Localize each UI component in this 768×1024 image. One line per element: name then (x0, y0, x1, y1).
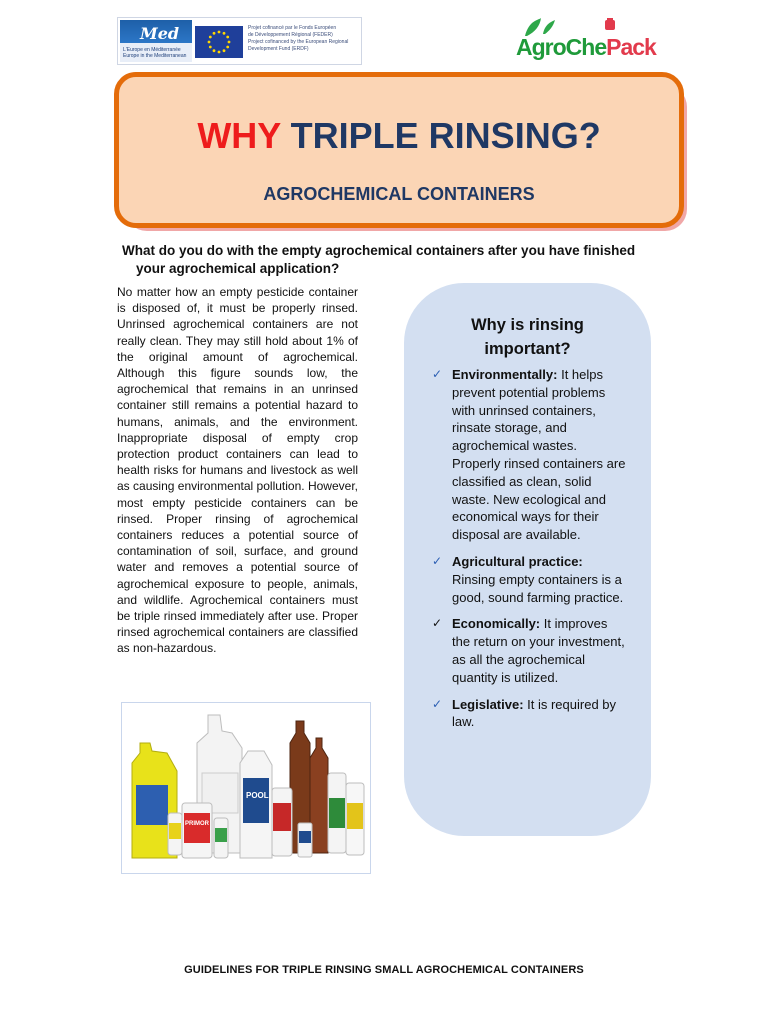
pool-label: POOL (246, 791, 269, 800)
page-title (119, 115, 679, 157)
panel-title: Why is rinsing important? (471, 316, 584, 358)
agrochemical-containers-photo (121, 702, 371, 874)
page-subtitle: AGROCHEMICAL CONTAINERS (263, 184, 535, 204)
checkmark-icon: ✓ (432, 553, 443, 568)
list-item: ✓ Legislative: It is required by law. (432, 696, 617, 730)
med-program-logo (117, 17, 362, 65)
list-item: ✓ Economically: It improves the return on your investment, as all the agrochemical quantity is utilized. (432, 616, 625, 685)
agrochepack-wordmark: AgroChePack (516, 34, 656, 60)
med-logo-tagline: L'Europe en Méditerranée Europe in the Mediterranean (123, 47, 187, 59)
checkmark-icon: ✓ (432, 696, 443, 711)
med-logo-block (120, 20, 192, 62)
body-paragraph: No matter how an empty pesticide container is disposed of, it must be properly rinsed. Unrinsed agrochemical containers are not really clean. They may still hold about 1% of the original amount of agrochemical. Although this figure sounds low, the agrochemical that remains in an unrinsed container still remains a potential hazard to humans, animals, and the environment. Inappropriate disposal of empty crop protection product containers can lead to health risks for humans and livestock as well as causing environmental pollution. However, most empty pesticide containers can be rinsed. Proper rinsing of agrochemical containers reduces a potential source of contamination of soil, surface, and ground water and removes a potential source of agrochemical exposure to people, animals, and wildlife. Agrochemical containers must be triple rinsed immediately after use. Proper rinsed agrochemical containers are classified as non-hazardous. (117, 285, 358, 656)
list-item: ✓ Agricultural practice: Rinsing empty containers is a good, sound farming practice. (432, 553, 624, 605)
med-logo-word: Med (140, 24, 180, 43)
why-rinsing-panel (404, 283, 651, 836)
title-box (114, 72, 684, 228)
agrochepack-logo (515, 18, 656, 63)
eu-flag-icon (195, 26, 243, 58)
checkmark-icon: ✓ (432, 367, 443, 381)
eu-funding-text: Projet cofinancé par le Fonds Européen de Développement Régional (FEDER) Project cofinanced by the European Regional Development Fund (ERDF) (248, 25, 349, 52)
page-footer: GUIDELINES FOR TRIPLE RINSING SMALL AGROCHEMICAL CONTAINERS (184, 964, 584, 976)
list-item: ✓ Environmentally: It helps prevent potential problems with unrinsed containers, rinsate storage, and agrochemical wastes. Properly rinsed containers are classified as clean, solid waste. New ecological and economical ways for their disposal are available. (432, 367, 626, 543)
checkmark-icon: ✓ (432, 616, 443, 631)
title-rest: TRIPLE RINSING? (290, 115, 601, 156)
title-why: WHY (197, 115, 281, 156)
reasons-list (432, 366, 627, 740)
intro-question: What do you do with the empty agrochemical containers after you have finished your agrochemical application? (122, 243, 636, 276)
primor-label: PRIMOR (185, 821, 209, 827)
